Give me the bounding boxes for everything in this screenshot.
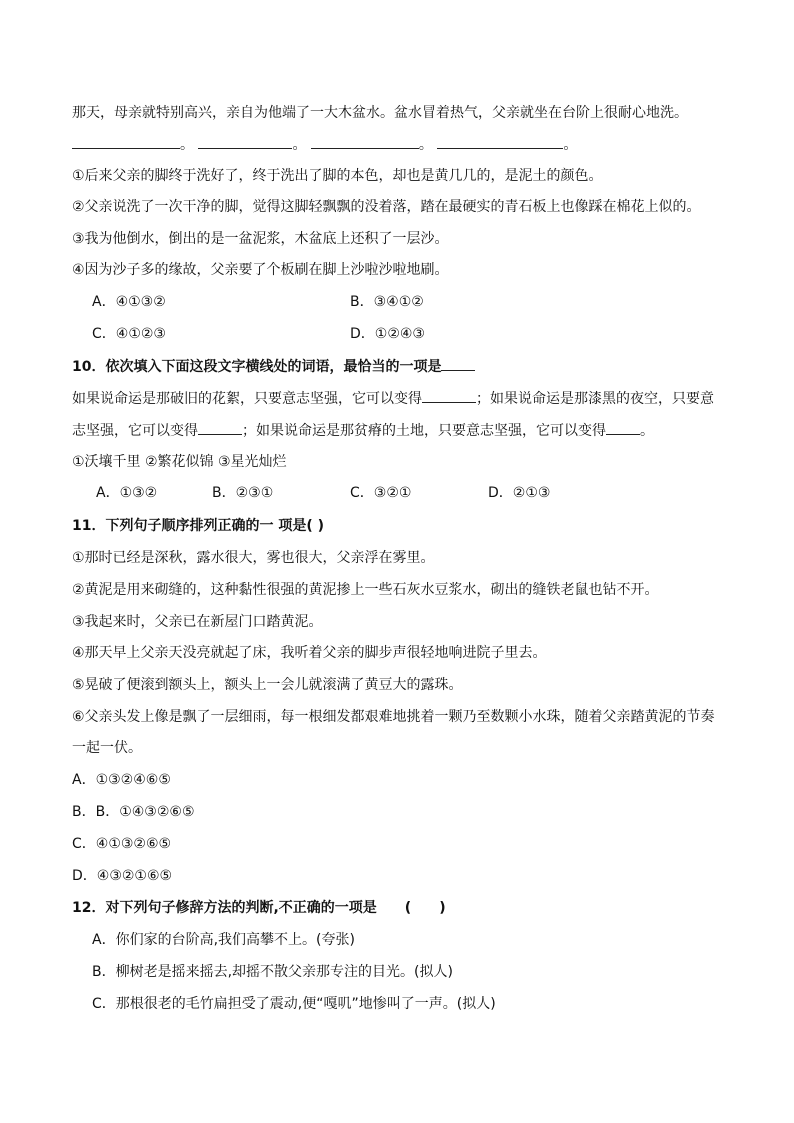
q10-choices: ①沃壤千里 ②繁花似锦 ③星光灿烂	[72, 454, 287, 470]
q11-item-6-cont: 一起一伏。	[72, 740, 142, 756]
q9-option-c[interactable]: C．④①②③	[92, 326, 166, 342]
q11-stem: 11．下列句子顺序排列正确的一 项是( )	[72, 518, 325, 534]
q11-option-b[interactable]: B．B．①④③②⑥⑤	[72, 804, 195, 820]
q10-passage-line-1: 如果说命运是那破旧的花絮，只要意志坚强，它可以变得 ；如果说命运是那漆黑的夜空，只要意	[72, 388, 714, 409]
q12-option-b[interactable]: B．柳树老是摇来摇去,却摇不散父亲那专注的目光。(拟人)	[92, 964, 453, 980]
q11-item-5: ⑤晃破了便滚到额头上，额头上一会儿就滚满了黄豆大的露珠。	[72, 677, 463, 693]
q11-option-c[interactable]: C．④①③②⑥⑤	[72, 836, 172, 852]
answer-blank[interactable]	[198, 420, 242, 435]
intro-sentence: 那天，母亲就特别高兴，亲自为他端了一大木盆水。盆水冒着热气，父亲就坐在台阶上很耐心地洗。	[72, 105, 688, 121]
q11-option-a[interactable]: A．①③②④⑥⑤	[72, 772, 171, 788]
q10-stem: 10．依次填入下面这段文字横线处的词语，最恰当的一项是	[72, 356, 475, 377]
q10-passage-line-2: 志坚强，它可以变得 ；如果说命运是那贫瘠的土地，只要意志坚强，它可以变得 。	[72, 420, 654, 441]
q11-item-2: ②黄泥是用来砌缝的，这种黏性很强的黄泥掺上一些石灰水豆浆水，砌出的缝铁老鼠也钻不开。	[72, 582, 659, 598]
q11-option-d[interactable]: D．④③②①⑥⑤	[72, 868, 173, 884]
q12-option-a[interactable]: A．你们家的台阶高,我们高攀不上。(夸张)	[92, 932, 355, 948]
answer-blank[interactable]	[311, 134, 419, 149]
q10-option-d[interactable]: D．②①③	[488, 485, 551, 501]
q12-option-c[interactable]: C．那根很老的毛竹扁担受了震动,便“嘎叽”地惨叫了一声。(拟人)	[92, 996, 496, 1012]
q11-item-6: ⑥父亲头发上像是飘了一层细雨，每一根细发都艰难地挑着一颗乃至数颗小水珠，随着父亲踏黄泥的节奏	[72, 709, 715, 725]
blank-line: 。 。 。 。	[72, 134, 577, 155]
q10-option-a[interactable]: A．①③②	[96, 485, 158, 501]
q9-item-2: ②父亲说洗了一次干净的脚，觉得这脚轻飘飘的没着落，踏在最硬实的青石板上也像踩在棉花上似的。	[72, 199, 701, 215]
q11-item-3: ③我起来时，父亲已在新屋门口踏黄泥。	[72, 614, 323, 630]
q11-item-1: ①那时已经是深秋，露水很大，雾也很大，父亲浮在雾里。	[72, 550, 435, 566]
q9-option-a[interactable]: A．④①③②	[92, 294, 166, 310]
q9-option-b[interactable]: B．③④①②	[350, 294, 424, 310]
q9-item-3: ③我为他倒水，倒出的是一盆泥浆，木盆底上还积了一层沙。	[72, 231, 449, 247]
q9-option-d[interactable]: D．①②④③	[350, 326, 425, 342]
q10-option-c[interactable]: C．③②①	[350, 485, 412, 501]
q12-stem: 12．对下列句子修辞方法的判断,不正确的一项是 ( )	[72, 900, 446, 916]
q11-item-4: ④那天早上父亲天没亮就起了床，我听着父亲的脚步声很轻地响进院子里去。	[72, 645, 547, 661]
answer-blank[interactable]	[441, 356, 475, 371]
answer-blank[interactable]	[198, 134, 292, 149]
q10-option-b[interactable]: B．②③①	[212, 485, 274, 501]
answer-blank[interactable]	[72, 134, 180, 149]
answer-blank[interactable]	[437, 134, 563, 149]
q9-item-1: ①后来父亲的脚终于洗好了，终于洗出了脚的本色，却也是黄几几的，是泥土的颜色。	[72, 168, 603, 184]
answer-blank[interactable]	[422, 388, 476, 403]
q9-item-4: ④因为沙子多的缘故，父亲要了个板刷在脚上沙啦沙啦地刷。	[72, 262, 449, 278]
answer-blank[interactable]	[606, 420, 640, 435]
